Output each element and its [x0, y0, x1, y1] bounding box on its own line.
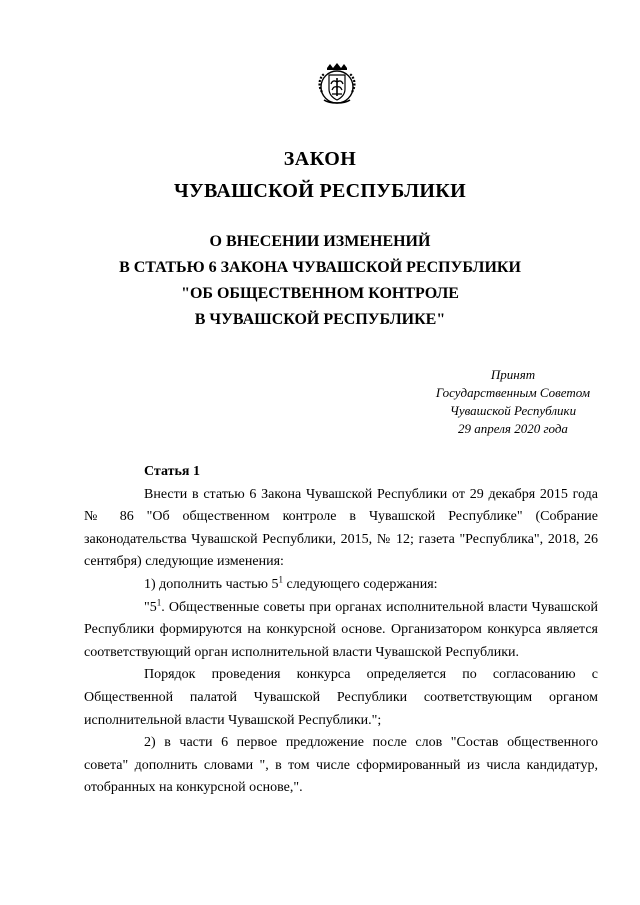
law-title	[0, 229, 640, 333]
article-item-1	[84, 574, 598, 597]
adoption-date: 29 апреля 2020 года	[458, 421, 568, 436]
item-1-text: 1) дополнить частью 5	[144, 576, 279, 592]
law-region-heading: ЧУВАШСКОЙ РЕСПУБЛИКИ	[174, 180, 466, 202]
quote-superscript: 1	[156, 596, 162, 607]
quote-opening: "5	[144, 599, 157, 615]
article-heading: Статья 1	[144, 464, 200, 479]
adoption-line: Чувашской Республики	[449, 403, 577, 418]
quoted-paragraph-2: Порядок проведения конкурса определяется по согласованию с Общественной палатой Чувашской Республики соответствующим органом исполнительной власти Чувашской Республики.";	[84, 667, 598, 728]
item-1-tail: следующего содержания:	[283, 576, 438, 592]
article-body	[84, 461, 598, 800]
law-title-line: "ОБ ОБЩЕСТВЕННОМ КОНТРОЛЕ	[181, 285, 459, 302]
adoption-note	[412, 366, 614, 438]
law-type-heading: ЗАКОН	[283, 148, 357, 170]
chuvash-coat-of-arms-icon	[314, 62, 360, 106]
law-title-line: В ЧУВАШСКОЙ РЕСПУБЛИКЕ"	[194, 311, 446, 328]
item-1-superscript: 1	[278, 574, 283, 585]
quoted-part-5-1	[84, 597, 598, 665]
law-title-line: О ВНЕСЕНИИ ИЗМЕНЕНИЙ	[209, 233, 431, 250]
article-intro-paragraph: Внести в статью 6 Закона Чувашской Республики от 29 декабря 2015 года № 86 "Об общественном контроле в Чувашской Республике" (Собрание законодательства Чувашской Республики, 2015, № 12; газета "Республика", 2018, 26 сентября) следующие изменения:	[84, 486, 598, 570]
adoption-line: Государственным Советом	[435, 385, 591, 400]
law-title-line: В СТАТЬЮ 6 ЗАКОНА ЧУВАШСКОЙ РЕСПУБЛИКИ	[119, 259, 521, 276]
quote-text: . Общественные советы при органах исполнительной власти Чувашской Республики формируются на конкурсной основе. Организатором конкурса является соответствующий орган исполнительной власти Чувашской Республики.	[84, 599, 598, 660]
article-item-2: 2) в части 6 первое предложение после слов "Состав общественного совета" дополнить словами ", в том числе сформированный из числа кандидатур, отобранных на конкурсной основе,".	[84, 735, 598, 796]
adoption-line: Принят	[490, 367, 536, 382]
